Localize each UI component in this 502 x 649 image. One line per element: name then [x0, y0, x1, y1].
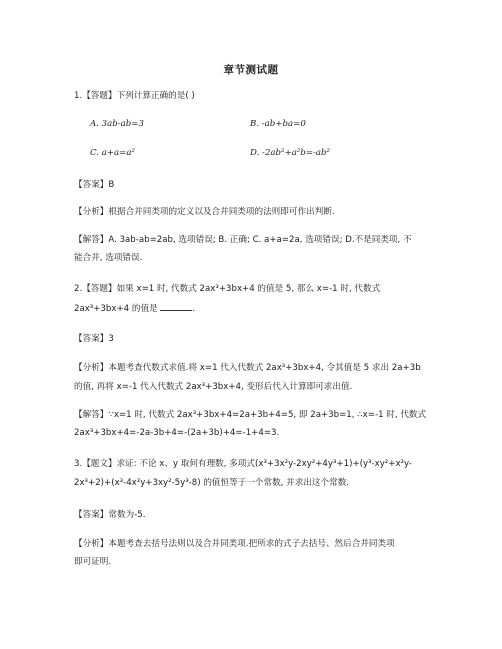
q3-question-line-2: 2x³+2)+(x³-4x²y+3xy²-5y³-8) 的值恒等于一个常数, 并求出这个常数. [74, 478, 350, 488]
q2-analysis-line-1: 【分析】本题考查代数式求值.将 x=1 代入代数式 2ax³+3bx+4, 令其值是 5 求出 2a+3b [74, 363, 421, 373]
page-title: 章节测试题 [223, 64, 279, 76]
q1-solution-line-2: 能合并, 选项错误. [74, 253, 143, 263]
q2-question-text: 2ax³+3bx+4 的值是 [74, 304, 158, 314]
q1-answer: 【答案】B [74, 180, 115, 190]
q3-question-line-1: 3.【题文】求证: 不论 x、y 取何有理数, 多项式(x³+3x²y-2xy²+4y³+1)+(y³-xy²+x²y- [74, 459, 413, 469]
q2-question-line-1: 2.【答题】如果 x=1 时, 代数式 2ax³+3bx+4 的值是 5, 那么 x=-1 时, 代数式 [74, 284, 381, 294]
q2-analysis-line-2: 的值, 再将 x=-1 代入代数式 2ax³+3bx+4, 变形后代入计算即可求出值. [74, 382, 353, 392]
q1-analysis: 【分析】根据合并同类项的定义以及合并同类项的法则即可作出判断. [74, 207, 335, 217]
q1-option-a: A. 3ab-ab=3 [90, 119, 144, 129]
q2-question-line-2: 2ax³+3bx+4 的值是 . [74, 301, 434, 315]
q2-solution-line-2: 2ax³+3bx+4=-2a-3b+4=-(2a+3b)+4=-1+4=3. [74, 428, 280, 438]
q1-option-c: C. a+a=a² [90, 148, 135, 158]
q3-analysis-line-2: 即可证明. [74, 557, 112, 567]
q3-answer: 【答案】常数为-5. [74, 510, 146, 520]
q1-question: 1.【答题】下列计算正确的是( ) [74, 91, 195, 101]
q1-solution-line-1: 【解答】A. 3ab-ab=2ab, 选项错误; B. 正确; C. a+a=2a, 选项错误; D.不是同类项, 不 [74, 235, 412, 245]
q3-analysis-line-1: 【分析】本题考查去括号法则以及合并同类项.把所求的式子去括号、然后合并同类项 [74, 539, 395, 549]
q2-answer: 【答案】3 [74, 334, 114, 344]
q2-solution-line-1: 【解答】∵x=1 时, 代数式 2ax³+3bx+4=2a+3b+4=5, 即 2a+3b=1, ∴x=-1 时, 代数式 [74, 410, 427, 420]
q1-option-b: B. -ab+ba=0 [250, 119, 306, 129]
answer-blank [160, 301, 192, 311]
q1-option-d: D. -2ab²+a²b=-ab² [250, 148, 330, 158]
